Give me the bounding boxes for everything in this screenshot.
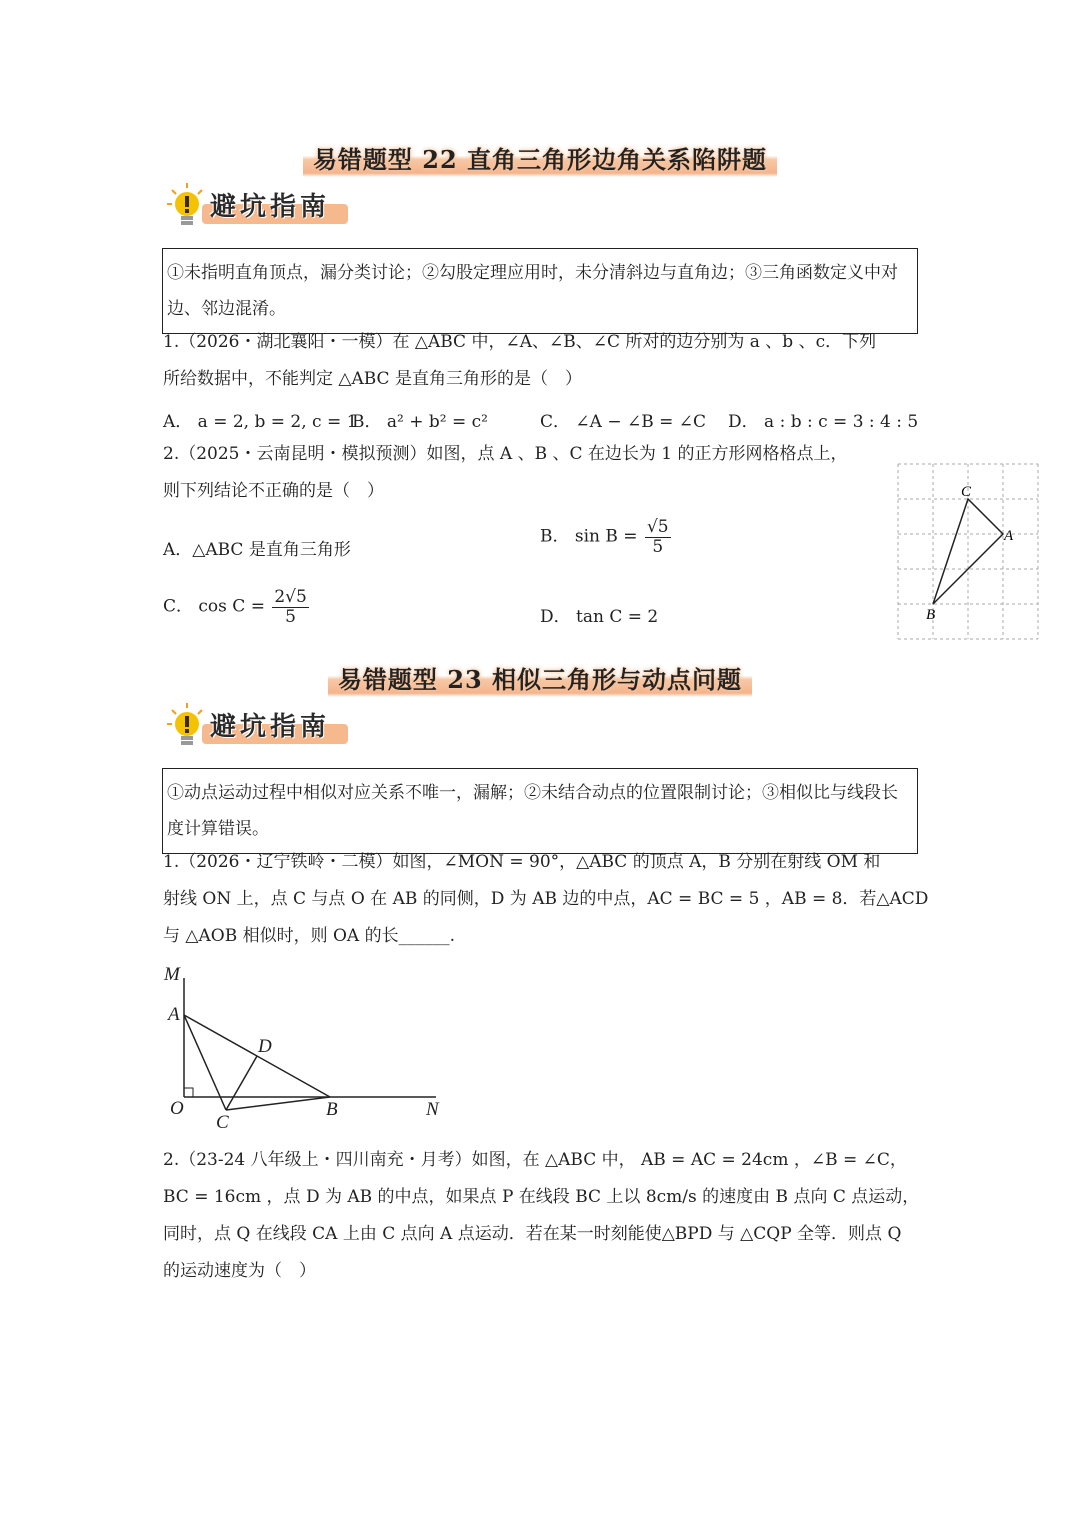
tip-text: ①动点运动过程中相似对应关系不唯一，漏解；②未结合动点的位置限制讨论；③相似比与线段长度计算错误。 <box>167 783 898 839</box>
question-1-line-1: 1.（2026・辽宁铁岭・二模）如图，∠MON = 90°，△ABC 的顶点 A，B 分别在射线 OM 和 <box>163 852 881 872</box>
pitfall-guide-banner-1 <box>166 182 366 230</box>
guide-label: 避坑指南 <box>210 192 331 222</box>
label-b: B <box>926 607 936 623</box>
label-m: M <box>164 964 180 985</box>
pitfall-tip-box-2 <box>162 768 918 854</box>
section-2-title <box>0 658 1080 697</box>
q2-option-b <box>540 518 671 556</box>
fraction-b-denominator: 5 <box>652 536 664 557</box>
guide-label: 避坑指南 <box>210 712 331 742</box>
question-2-line-1: 2.（23-24 八年级上・四川南充・月考）如图，在 △ABC 中， AB = AC = 24cm ，∠B = ∠C， <box>163 1150 907 1170</box>
right-angle-mark <box>184 1088 193 1097</box>
fraction-c <box>272 588 308 626</box>
label-o: O <box>170 1098 184 1119</box>
section-1-title <box>0 138 1080 177</box>
question-2-line-4: 的运动速度为（ ） <box>163 1261 316 1281</box>
fraction-b <box>645 518 671 556</box>
label-a: A <box>1004 528 1014 544</box>
section-1-title-text: 易错题型 22 直角三角形边角关系陷阱题 <box>303 138 777 177</box>
right-angle-triangle-figure <box>160 960 450 1138</box>
label-c: C <box>216 1112 229 1133</box>
label-a: A <box>168 1004 180 1025</box>
question-2-line-3: 同时，点 Q 在线段 CA 上由 C 点向 A 点运动．若在某一时刻能使△BPD 与 △CQP 全等．则点 Q <box>163 1224 902 1244</box>
pitfall-tip-box-1 <box>162 248 918 334</box>
segment-cd <box>226 1056 257 1110</box>
label-b: B <box>326 1099 338 1120</box>
tip-text: ①未指明直角顶点，漏分类讨论；②勾股定理应用时，未分清斜边与直角边；③三角函数定义中对边、邻边混淆。 <box>167 263 898 319</box>
label-c: C <box>961 484 972 500</box>
q2-option-c <box>163 588 309 626</box>
fraction-c-denominator: 5 <box>285 606 296 627</box>
question-2-line-1: 2.（2025・云南昆明・模拟预测）如图，点 A 、B 、C 在边长为 1 的正方形网格格点上， <box>163 444 848 464</box>
q2-option-d: D． tan C = 2 <box>540 607 659 627</box>
q1-option-a: A． a = 2, b = 2, c = 1 <box>163 412 358 432</box>
section-2-title-text: 易错题型 23 相似三角形与动点问题 <box>328 658 752 697</box>
q1-option-d: D． a : b : c = 3 : 4 : 5 <box>728 412 919 432</box>
question-1-line-2: 射线 ON 上，点 C 与点 O 在 AB 的同侧，D 为 AB 边的中点，AC = BC = 5 ，AB = 8．若△ACD <box>163 889 929 909</box>
grid-triangle-figure <box>897 463 1039 641</box>
q1-option-c: C． ∠A − ∠B = ∠C <box>540 412 707 432</box>
q1-option-b: B． a² + b² = c² <box>352 412 488 432</box>
fraction-b-numerator: √5 <box>646 517 669 537</box>
fraction-c-numerator: 2√5 <box>274 587 307 607</box>
question-2-line-2: BC = 16cm ，点 D 为 AB 的中点，如果点 P 在线段 BC 上以 8cm/s 的速度由 B 点向 C 点运动， <box>163 1187 920 1207</box>
question-1-line-2: 所给数据中，不能判定 △ABC 是直角三角形的是（ ） <box>163 369 582 389</box>
segment-ac <box>184 1015 226 1110</box>
question-1-line-3: 与 △AOB 相似时，则 OA 的长______. <box>163 926 456 946</box>
q2-option-b-prefix: B． sin B = <box>540 526 638 547</box>
label-d: D <box>258 1036 272 1057</box>
segment-cb <box>226 1097 330 1110</box>
question-1-line-1: 1.（2026・湖北襄阳・一模）在 △ABC 中，∠A、∠B、∠C 所对的边分别为 a 、b 、c．下列 <box>163 332 877 352</box>
pitfall-guide-banner-2 <box>166 702 366 750</box>
question-2-line-2: 则下列结论不正确的是（ ） <box>163 481 384 501</box>
q2-option-a: A．△ABC 是直角三角形 <box>163 540 351 560</box>
q2-option-c-prefix: C． cos C = <box>163 596 265 617</box>
label-n: N <box>426 1099 439 1120</box>
